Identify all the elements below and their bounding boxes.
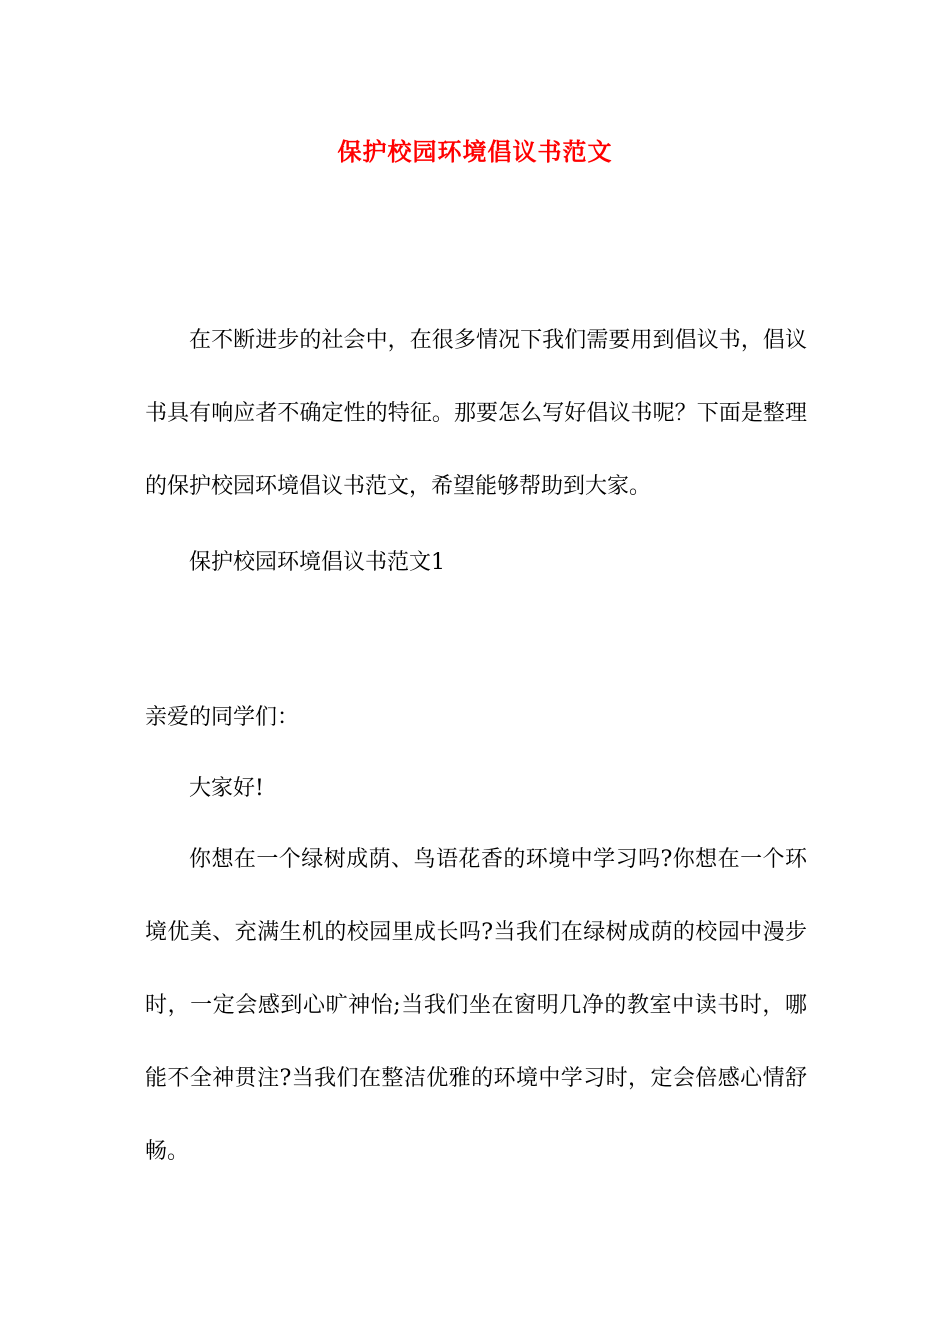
body-paragraph: 你想在一个绿树成荫、鸟语花香的环境中学习吗?你想在一个环境优美、充满生机的校园里成长吗?当我们在绿树成荫的校园中漫步时，一定会感到心旷神怡;当我们坐在窗明几净的教室中读书时，哪能不全神贯注?当我们在整洁优雅的环境中学习时，定会倍感心情舒畅。 [145,847,807,1164]
greeting-line: 亲爱的同学们： [145,705,300,730]
intro-paragraph: 在不断进步的社会中，在很多情况下我们需要用到倡议书，倡议书具有响应者不确定性的特征。那要怎么写好倡议书呢？下面是整理的保护校园环境倡议书范文，希望能够帮助到大家。 [145,328,807,499]
document-title: 保护校园环境倡议书范文 [337,137,613,166]
section-heading: 保护校园环境倡议书范文1 [189,550,445,575]
salutation-line: 大家好! [189,776,264,801]
